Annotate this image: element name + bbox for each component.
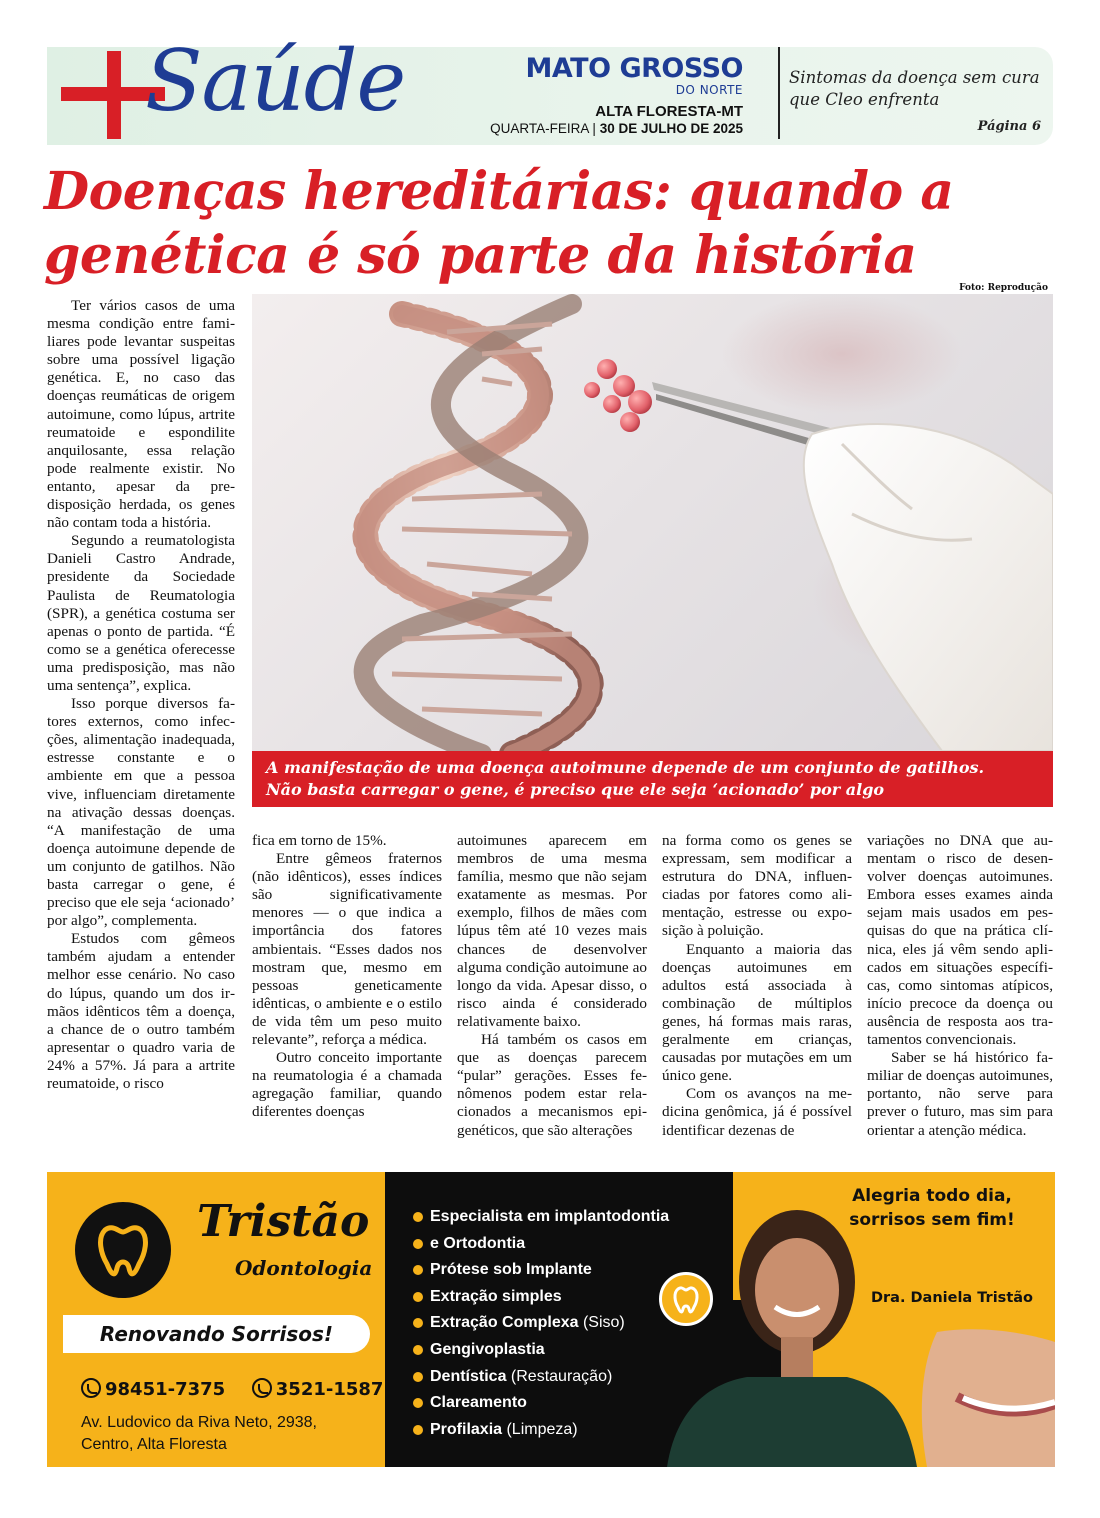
service-item: Gengivoplastia: [413, 1337, 673, 1364]
paragraph: Há também os casos em que as doenças parecem “pular” gerações. Esses fenômenos podem estar relacionados a mecanismos epigenéticos, que são alterações: [457, 1031, 647, 1139]
doctor-name: Dra. Daniela Tristão: [870, 1290, 1033, 1306]
service-item: e Ortodontia: [413, 1231, 673, 1258]
address-line-1: Av. Ludovico da Riva Neto, 2938,: [81, 1414, 317, 1431]
plus-icon-vertical: [107, 51, 121, 139]
service-item: Extração Complexa (Siso): [413, 1310, 673, 1337]
issue-weekday: QUARTA-FEIRA: [490, 121, 589, 136]
paragraph: Estudos com gêmeos também ajudam a entender melhor esse cenário. No caso do lúpus, quando um dos irmãos idênticos têm a doença, a chance de o outro também apresentar o quadro varia de 24% a 57%. Já para a artrite reumatoide, o risco: [47, 930, 235, 1093]
headline: [44, 160, 1054, 288]
article-column-1: [47, 297, 235, 1093]
dental-advertisement: [47, 1172, 1055, 1467]
issue-full-date: 30 DE JULHO DE 2025: [599, 121, 743, 136]
tagline-line-1: Alegria todo dia,: [852, 1186, 1012, 1206]
article-column-5: [867, 832, 1053, 1140]
services-list: [413, 1204, 673, 1443]
header-divider: [778, 47, 780, 139]
newspaper-subtitle: DO NORTE: [675, 83, 743, 97]
address-line-2: Centro, Alta Floresta: [81, 1436, 227, 1453]
masthead: [47, 32, 1053, 145]
brand-name: Tristão: [197, 1196, 370, 1247]
photo-caption: [252, 751, 1053, 807]
caption-line-1: A manifestação de uma doença autoimune depende de um conjunto de gatilhos.: [266, 758, 985, 777]
service-item: Prótese sob Implante: [413, 1257, 673, 1284]
dna-illustration: [252, 294, 1053, 751]
newspaper-name: MATO GROSSO: [525, 53, 743, 84]
service-item: Clareamento: [413, 1390, 673, 1417]
paragraph: fica em torno de 15%.: [252, 832, 387, 849]
phone-icon: [252, 1378, 272, 1398]
paragraph: Outro conceito importante na reumatologia é a chamada agregação familiar, quando diferentes doenças: [252, 1049, 442, 1121]
newspaper-city: ALTA FLORESTA-MT: [595, 103, 743, 120]
photo-credit: Foto: Reprodução: [959, 283, 1048, 293]
dna-photo: [252, 294, 1053, 751]
paragraph: Enquanto a maioria das doenças autoimunes em adultos está associada à combinação de múltiplos genes, há formas mais raras, geralmente em crianças, causadas por mutações em um único gene.: [662, 940, 852, 1085]
phone-whatsapp: 98451-7375: [105, 1379, 226, 1400]
teaser-text: Sintomas da doença sem cura que Cleo enfrenta: [789, 68, 1040, 109]
article-column-3: [457, 832, 647, 1140]
service-item: Profilaxia (Limpeza): [413, 1417, 673, 1444]
tagline-line-2: sorrisos sem fim!: [849, 1210, 1015, 1230]
paragraph: na forma como os genes se expressam, sem modificar a estrutura do DNA, influenciadas por fatores como alimentação, estresse ou exposição à poluição.: [662, 832, 852, 940]
ad-tagline: [817, 1184, 1047, 1232]
service-item: Dentística (Restauração): [413, 1364, 673, 1391]
paragraph: Saber se há histórico familiar de doenças autoimunes, portanto, não serve para prever o futuro, mas sim para orientar a atenção médica.: [867, 1049, 1053, 1139]
small-tooth-icon: [659, 1272, 713, 1326]
paragraph: Segundo a reumatologista Danieli Castro Andrade, presidente da Sociedade Paulista de Reumatologia (SPR), a genética costuma ser apenas o ponto de partida. “É como se a genética oferecesse uma predisposição, mas não uma sentença”, explica.: [47, 532, 235, 694]
service-item: Especialista em implantodontia: [413, 1204, 673, 1231]
headline-line-1: Doenças hereditárias: quando a: [44, 161, 954, 222]
headline-line-2: genética é só parte da história: [44, 225, 917, 286]
caption-line-2: Não basta carregar o gene, é preciso que ele seja ‘acionado’ por algo: [266, 780, 885, 799]
whatsapp-icon: [81, 1378, 101, 1398]
teaser-page: Página 6: [977, 119, 1041, 134]
tooth-logo-icon: [75, 1202, 171, 1298]
ad-slogan: Renovando Sorrisos!: [63, 1315, 370, 1353]
paragraph: Isso porque diversos fatores externos, como infecções, alimentação inadequada, estresse constante e o ambiente em que a pessoa vive, influenciam diretamente na ativação dessas doenças. “A manifestação de uma doença autoimune depende de um conjunto de gatilhos. Não basta carregar o gene, é preciso que ele seja ‘acionado’ por algo”, complementa.: [47, 695, 235, 930]
issue-date: QUARTA-FEIRA | 30 DE JULHO DE 2025: [490, 121, 743, 136]
paragraph: variações no DNA que aumentam o risco de desenvolver doenças autoimunes. Embora esses exames ainda sejam mais usados em pesquisas do que na prática clínica, eles já vêm sendo aplicados em situações específicas, como sintomas atípicos, início precoce da doença ou ausência de resposta aos tratamentos convencionais.: [867, 832, 1053, 1049]
paragraph: autoimunes aparecem em membros de uma mesma família, mesmo que não sejam exatamente as mesmas. Por exemplo, filhos de mães com lúpus têm até 10 vezes mais chances de desenvolver alguma condição autoimune ao longo da vida. Apesar disso, o risco ainda é considerado relativamente baixo.: [457, 832, 647, 1030]
phone-landline: 3521-1587: [275, 1379, 384, 1400]
clinic-address: [81, 1412, 317, 1456]
paragraph: Entre gêmeos fraternos (não idênticos), esses índices são significativamente menores — o que indica a importância dos fatores ambientais. “Esses dados nos mostram que, mesmo em pessoas geneticamente idênticas, o ambiente e o estilo de vida têm um peso muito relevante”, reforça a médica.: [252, 850, 442, 1049]
paragraph: Com os avanços na medicina genômica, já é possível identificar dezenas de: [662, 1085, 852, 1139]
brand-subtitle: Odontologia: [235, 1256, 373, 1280]
article-column-4: [662, 832, 852, 1140]
section-logo: Saúde: [145, 32, 406, 130]
article-column-2: [252, 832, 442, 1122]
phone-numbers: [81, 1378, 383, 1400]
paragraph: Ter vários casos de uma mesma condição entre familiares pode levantar suspeitas sobre uma possível ligação genética. E, no caso das doenças reumáticas de origem autoimune, como lúpus, artrite reumatoide e espondilite anquilosante, essa relação pode realmente existir. No entanto, apesar da predisposição herdada, os genes não contam toda a história.: [47, 297, 235, 532]
service-item: Extração simples: [413, 1284, 673, 1311]
